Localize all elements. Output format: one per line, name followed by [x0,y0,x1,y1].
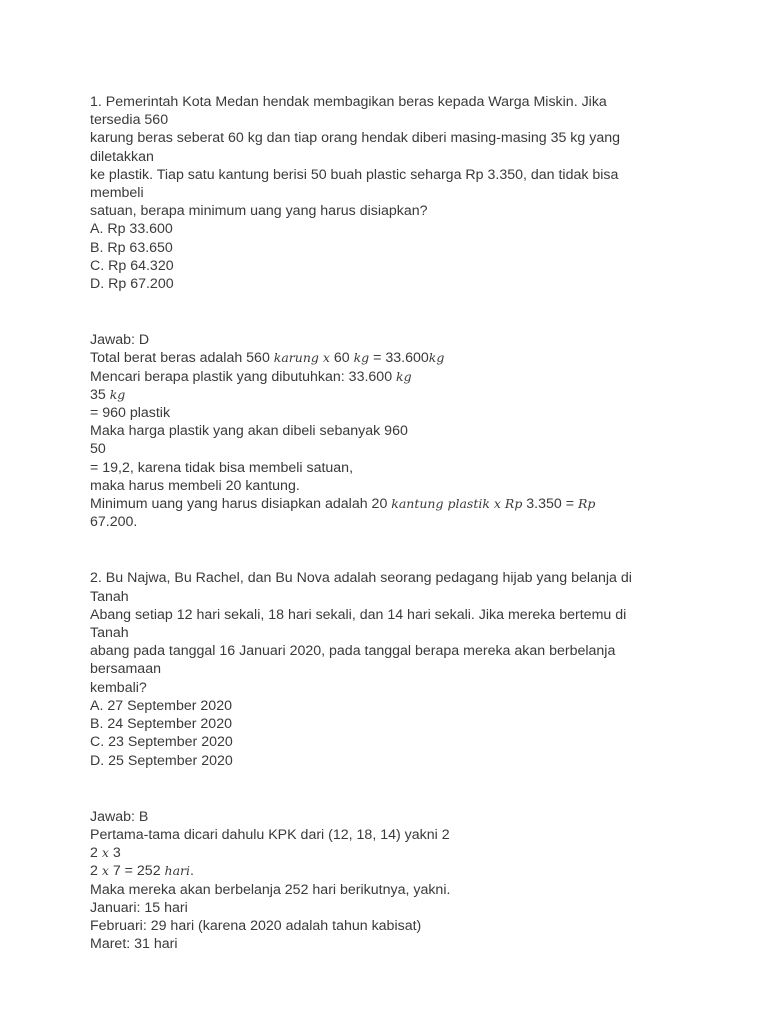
math-term: kg [396,368,412,384]
question-2-line: abang pada tanggal 16 Januari 2020, pada tanggal berapa mereka akan berbelanja [90,643,616,660]
question-1-line: 1. Pemerintah Kota Medan hendak membagikan beras kepada Warga Miskin. Jika [90,94,607,110]
question-1-line: satuan, berapa minimum uang yang harus disiapkan? [90,203,428,220]
math-term: kg [353,350,370,366]
solution-line: Januari: 15 hari [90,899,188,916]
text: Total berat beras adalah 560 [90,350,274,367]
text: . [190,863,194,880]
question-1 [90,93,690,293]
math-term: Rp [577,496,596,512]
math-term: kg [109,386,126,402]
solution-line [90,368,690,386]
option-b: B. Rp 63.650 [90,239,173,256]
text: = 33.600 [369,350,429,367]
question-2-line: 2. Bu Najwa, Bu Rachel, dan Bu Nova adalah seorang pedagang hijab yang belanja di [90,570,632,587]
question-2-line: kembali? [90,679,147,696]
math-term: karung x [273,350,330,366]
question-1-line: karung beras seberat 60 kg dan tiap orang hendak diberi masing-masing 35 kg yang [90,130,621,147]
math-term: x [101,845,109,861]
solution-line [90,844,690,862]
spacer [90,770,690,808]
question-1-line: membeli [90,185,144,202]
math-term: x [101,863,109,879]
solution-line: Februari: 29 hari (karena 2020 adalah tahun kabisat) [90,917,422,934]
option-a: A. Rp 33.600 [90,221,173,238]
solution-line: 67.200. [90,514,138,531]
spacer [90,531,690,569]
question-2-line: Tanah [90,625,129,642]
option-b: B. 24 September 2020 [90,716,232,733]
solution-line: Maka harga plastik yang akan dibeli sebanyak 960 [90,423,408,440]
answer-1 [90,331,690,531]
solution-line: maka harus membeli 20 kantung. [90,477,300,494]
question-1-line: ke plastik. Tiap satu kantung berisi 50 buah plastic seharga Rp 3.350, dan tidak bisa [90,166,619,183]
option-d: D. 25 September 2020 [90,752,233,769]
math-term: kg [428,350,445,366]
document-page [90,93,690,953]
solution-line: Pertama-tama dicari dahulu KPK dari (12, 18, 14) yakni 2 [90,826,450,843]
solution-line: Maka mereka akan berbelanja 252 hari berikutnya, yakni. [90,881,451,898]
answer-2 [90,808,690,954]
spacer [90,293,690,331]
text: Minimum uang yang harus disiapkan adalah 20 [90,496,392,513]
question-2-line: Tanah [90,588,129,605]
question-1-line: tersedia 560 [90,112,169,129]
question-1-line: diletakkan [90,148,154,165]
solution-line [90,495,690,513]
text: 35 [90,386,110,403]
option-d: D. Rp 67.200 [90,276,174,293]
solution-line [90,349,690,367]
text: 60 [329,350,354,367]
math-term: hari [164,863,191,879]
solution-line: 50 [90,441,106,458]
solution-line [90,386,690,404]
text: 3 [108,845,121,862]
text: 2 [90,845,102,862]
solution-line: = 960 plastik [90,405,171,422]
option-a: A. 27 September 2020 [90,697,232,714]
solution-line [90,862,690,880]
solution-line: = 19,2, karena tidak bisa membeli satuan, [90,459,354,476]
math-term: kantung plastik x Rp [391,496,523,512]
text: 2 [90,863,102,880]
option-c: C. 23 September 2020 [90,734,233,751]
solution-line: Maret: 31 hari [90,936,178,953]
answer-label: Jawab: D [90,332,150,349]
text: Mencari berapa plastik yang dibutuhkan: 33.600 [90,368,397,385]
question-2-line: Abang setiap 12 hari sekali, 18 hari sekali, dan 14 hari sekali. Jika mereka bertemu di [90,606,627,623]
option-c: C. Rp 64.320 [90,257,174,274]
question-2 [90,569,690,769]
answer-label: Jawab: B [90,808,149,825]
text: 3.350 = [522,496,578,513]
question-2-line: bersamaan [90,661,161,678]
text: 7 = 252 [108,863,165,880]
